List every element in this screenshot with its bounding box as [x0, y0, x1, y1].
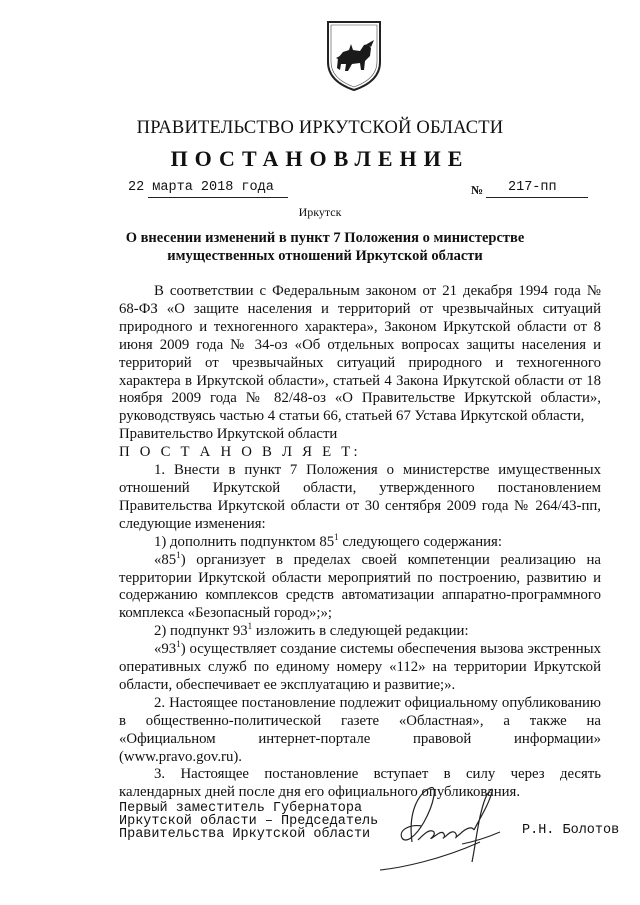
subitem-2-paragraph — [119, 623, 601, 641]
number-sign: № — [471, 183, 484, 197]
signatory-name: Р.Н. Болотов — [522, 823, 620, 838]
preamble-end: Правительство Иркутской области — [119, 426, 338, 443]
document-date: 22 марта 2018 года — [128, 180, 274, 195]
quote-1-open: «85 — [154, 551, 177, 568]
quote-2-open: «93 — [154, 641, 177, 658]
decree-word: П О С Т А Н О В Л Я Е Т: — [119, 444, 361, 461]
subitem-2-text-end: изложить в следующей редакции: — [255, 623, 469, 640]
subitem-1-superscript: 1 — [334, 531, 339, 542]
subitem-1-text-end: следующего содержания: — [342, 533, 502, 550]
government-title: ПРАВИТЕЛЬСТВО ИРКУТСКОЙ ОБЛАСТИ — [136, 118, 504, 138]
subitem-2-number: 93 — [232, 623, 248, 640]
number-underline — [486, 197, 588, 198]
document-subject: О внесении изменений в пункт 7 Положения о министерстве имущественных отношений Иркутской области — [125, 230, 525, 264]
subitem-1-text: 1) дополнить подпунктом — [154, 533, 316, 550]
date-underline — [148, 197, 288, 198]
position-line-3: Правительства Иркутской области — [119, 827, 371, 842]
quote-2-superscript: 1 — [176, 639, 181, 650]
document-city: Иркутск — [298, 205, 342, 219]
subitem-1-paragraph — [119, 531, 601, 552]
document-number: 217-пп — [508, 180, 557, 195]
quote-1-text: ) организует в пределах своей компетенции реализацию на территории Иркутской области мероприятий по построению, развитию и содержанию комплексов средств автоматизации аппаратно-программного комплекса «Безопасный город»;»; — [119, 551, 601, 622]
position-line-2: Иркутской области – Председатель — [119, 814, 379, 829]
coat-of-arms-emblem — [324, 18, 384, 92]
handwritten-signature — [330, 782, 520, 877]
document-type-heading: ПОСТАНОВЛЕНИЕ — [170, 146, 470, 171]
item-3-paragraph: 3. Настоящее постановление вступает в силу через десять календарных дней после дня его официального опубликования. — [119, 766, 601, 801]
position-line-1: Первый заместитель Губернатора — [119, 801, 363, 816]
quote-1-superscript: 1 — [176, 549, 181, 560]
quote-1-paragraph — [119, 549, 601, 624]
quote-2-text: ) осуществляет создание системы обеспечения вызова экстренных оперативных служб по единому номеру «112» на территории Иркутской области, обеспечивает ее эксплуатацию и развитие;». — [119, 641, 601, 693]
subitem-1-number: 85 — [319, 533, 335, 550]
subitem-2-text: 2) подпункт — [154, 623, 230, 640]
document-body — [119, 283, 601, 802]
subitem-2-superscript: 1 — [247, 621, 253, 632]
quote-2-paragraph — [119, 641, 601, 695]
preamble-paragraph: В соответствии с Федеральным законом от 21 декабря 1994 года № 68-ФЗ «О защите населения и территорий от чрезвычайных ситуаций природного и техногенного характера», Законом Иркутской области от 8 июня 2009 года № 34-оз «Об отдельных вопросах защиты населения и территорий от чрезвычайных ситуаций природного и техногенного характера в Иркутской области», статьей 4 Закона Иркутской области от 18 ноября 2009 года № 82/48-оз «О Правительстве Иркутской области», руководствуясь частью 4 статьи 66, статьей 67 Устава Иркутской области, — [119, 283, 601, 425]
item-1-paragraph: 1. Внести в пункт 7 Положения о министерстве имущественных отношений Иркутской области, утвержденного постановлением Правительства Иркутской области от 30 сентября 2009 года № 264/43-пп, следующие изменения: — [119, 462, 601, 532]
item-2-paragraph: 2. Настоящее постановление подлежит официальному опубликованию в общественно-политической газете «Областная», а также на «Официальном интернет-портале правовой информации» (www.pravo.gov.ru). — [119, 694, 601, 765]
